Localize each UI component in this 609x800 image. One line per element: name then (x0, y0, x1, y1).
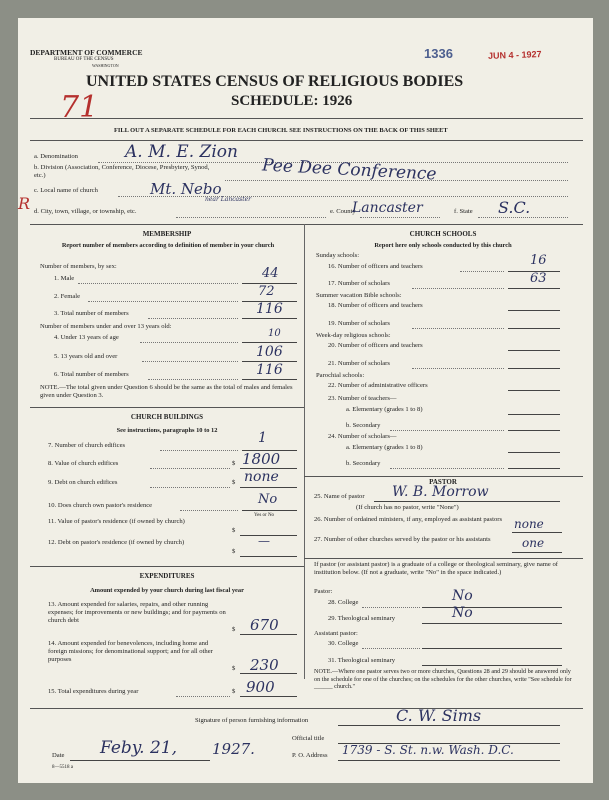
po-address-value: 1739 - S. St. n.w. Wash. D.C. (342, 743, 514, 757)
q11-dollar: $ (232, 527, 236, 534)
department-name: DEPARTMENT OF COMMERCE (30, 48, 143, 57)
date-value: Feby. 21, (100, 738, 177, 758)
q9-dollar: $ (232, 479, 236, 486)
city-label: d. City, town, village, or township, etc. (34, 208, 137, 215)
q24b-label: b. Secondary (346, 460, 381, 467)
q12-dollar: $ (232, 548, 236, 555)
date-label: Date (52, 752, 65, 759)
q31-label: 31. Theological seminary (328, 657, 396, 664)
pastor-note: NOTE.—Where one pastor serves two or more churches, Questions 28 and 29 should be answered only on the schedule for one of the churches; on the schedules for the other churches, write "See schedule for ______ church." (314, 668, 572, 691)
q2-value: 72 (258, 284, 275, 299)
po-address-label: P. O. Address (292, 752, 328, 759)
q25-note: (If church has no pastor, write "None") (356, 504, 459, 511)
official-title-label: Official title (292, 735, 325, 742)
assistant-subhead: Assistant pastor: (314, 630, 358, 637)
q21-label: 21. Number of scholars (328, 360, 390, 367)
signature-label: Signature of person furnishing information (195, 717, 309, 724)
q29-value: No (452, 605, 473, 621)
division-label: b. Division (Association, Conference, Diocese, Presbytery, Synod, etc.) (34, 164, 210, 179)
q28-value: No (452, 588, 473, 604)
q13-value: 670 (250, 616, 279, 634)
q6-value: 116 (256, 362, 283, 378)
q26-label: 26. Number of ordained ministers, if any, employed as assistant pastors (314, 516, 503, 523)
sunday-schools: Sunday schools: (316, 252, 360, 259)
q26-value: none (514, 517, 544, 531)
q8-dollar: $ (232, 460, 236, 467)
red-handwritten-number: 71 (60, 90, 99, 125)
denomination-value: A. M. E. Zion (125, 142, 238, 162)
q8-value: 1800 (242, 450, 281, 468)
yes-no-hint: Yes or No (254, 513, 275, 518)
q3-label: 3. Total number of members (54, 310, 129, 317)
q29-label: 29. Theological seminary (328, 615, 396, 622)
q12-dash: — (258, 534, 270, 548)
q15-value: 900 (246, 678, 275, 696)
q9-value: none (244, 469, 279, 485)
q17-label: 17. Number of scholars (328, 280, 390, 287)
year-value: 1927. (212, 740, 255, 758)
stamp-number: 1336 (424, 46, 453, 61)
buildings-title: CHURCH BUILDINGS (130, 413, 204, 421)
q3-value: 116 (256, 301, 283, 317)
q28-label: 28. College (328, 599, 359, 606)
instructions-line: FILL OUT A SEPARATE SCHEDULE FOR EACH CHURCH. SEE INSTRUCTIONS ON THE BACK OF THIS SHEET (114, 127, 448, 134)
received-date-stamp: JUN 4 - 1927 (487, 49, 542, 61)
denomination-label: a. Denomination (34, 153, 78, 160)
membership-note: NOTE.—The total given under Question 6 should be the same as the total of males and females given under Question 3. (40, 384, 293, 399)
membership-subtitle: Report number of members according to definition of member in your church (61, 242, 275, 249)
q14-label: 14. Amount expended for benevolences, including home and foreign missions; for denominational support; and for all other purposes (48, 640, 213, 663)
county-label: e. County (330, 208, 356, 215)
summer-schools: Summer vacation Bible schools: (316, 292, 402, 299)
church-name-note: near Lancaster (205, 196, 252, 203)
q2-label: 2. Female (54, 293, 81, 300)
q1-label: 1. Male (54, 275, 75, 282)
q7-value: 1 (258, 430, 267, 446)
q23-label: 23. Number of teachers— (328, 395, 397, 402)
membership-title: MEMBERSHIP (142, 230, 192, 238)
bureau-city: WASHINGTON (92, 63, 119, 68)
signature-value: C. W. Sims (396, 706, 482, 725)
red-mark-r: R (18, 194, 31, 213)
q12-label: 12. Debt on pastor's residence (if owned by church) (48, 539, 185, 546)
form-subtitle: SCHEDULE: 1926 (231, 93, 353, 109)
q17-value: 63 (530, 271, 547, 286)
q16-label: 16. Number of officers and teachers (328, 263, 423, 270)
weekday-schools: Week-day religious schools: (316, 332, 391, 339)
q4-label: 4. Under 13 years of age (54, 334, 119, 341)
division-value: Pee Dee Conference (261, 155, 438, 185)
state-value: S.C. (498, 198, 531, 217)
q5-value: 106 (256, 344, 283, 360)
form-code: 8—5518 a (52, 765, 73, 770)
q4-value: 10 (268, 328, 281, 339)
q22-label: 22. Number of administrative officers (328, 382, 428, 389)
q5-label: 5. 13 years old and over (54, 353, 118, 360)
schools-subtitle: Report here only schools conducted by this church (374, 242, 512, 249)
state-label: f. State (454, 208, 473, 215)
q25-label: 25. Name of pastor (314, 493, 365, 500)
q9-label: 9. Debt on church edifices (48, 479, 118, 486)
q13-dollar: $ (232, 626, 236, 633)
q7-label: 7. Number of church edifices (48, 442, 126, 449)
schools-title: CHURCH SCHOOLS (409, 230, 477, 238)
buildings-subtitle: See instructions, paragraphs 10 to 12 (116, 427, 218, 434)
q11-label: 11. Value of pastor's residence (if owned by church) (48, 518, 185, 525)
q27-value: one (522, 536, 545, 550)
members-by-sex: Number of members, by sex: (40, 263, 117, 270)
q6-label: 6. Total number of members (54, 371, 129, 378)
expenditures-title: EXPENDITURES (139, 572, 195, 580)
q24-label: 24. Number of scholars— (328, 433, 397, 440)
q1-value: 44 (262, 266, 279, 281)
q14-dollar: $ (232, 665, 236, 672)
q30-label: 30. College (328, 640, 359, 647)
expenditures-subtitle: Amount expended by your church during last fiscal year (90, 587, 244, 594)
q20-label: 20. Number of officers and teachers (328, 342, 423, 349)
q15-dollar: $ (232, 688, 236, 695)
q23a-label: a. Elementary (grades 1 to 8) (346, 406, 423, 413)
q8-label: 8. Value of church edifices (48, 460, 119, 467)
county-value: Lancaster (352, 200, 423, 216)
q23b-label: b. Secondary (346, 422, 381, 429)
form-title: UNITED STATES CENSUS OF RELIGIOUS BODIES (86, 73, 464, 90)
q19-label: 19. Number of scholars (328, 320, 390, 327)
q27-label: 27. Number of other churches served by the pastor or his assistants (314, 536, 491, 543)
q14-value: 230 (250, 656, 279, 674)
college-intro: If pastor (or assistant pastor) is a graduate of a college or theological seminary, give name of institution below. (If not a graduate, write "No" in the space indicated.) (314, 561, 559, 576)
parochial-schools: Parochial schools: (316, 372, 365, 379)
pastor-title: PASTOR (429, 478, 457, 486)
church-name-value: Mt. Nebo (150, 180, 222, 198)
q24a-label: a. Elementary (grades 1 to 8) (346, 444, 423, 451)
church-name-label: c. Local name of church (34, 187, 98, 194)
bureau-name: BUREAU OF THE CENSUS (54, 57, 114, 62)
q10-value: No (258, 492, 278, 507)
q18-label: 18. Number of officers and teachers (328, 302, 423, 309)
members-by-age: Number of members under and over 13 years old: (40, 323, 172, 330)
q13-label: 13. Amount expended for salaries, repairs, and other running expenses; for improvements or new buildings; and for payments on church debt (48, 601, 226, 624)
q15-label: 15. Total expenditures during year (48, 688, 139, 695)
q25-value: W. B. Morrow (392, 484, 489, 500)
q10-label: 10. Does church own pastor's residence (48, 502, 153, 509)
q16-value: 16 (530, 253, 547, 268)
pastor-subhead: Pastor: (314, 588, 333, 595)
